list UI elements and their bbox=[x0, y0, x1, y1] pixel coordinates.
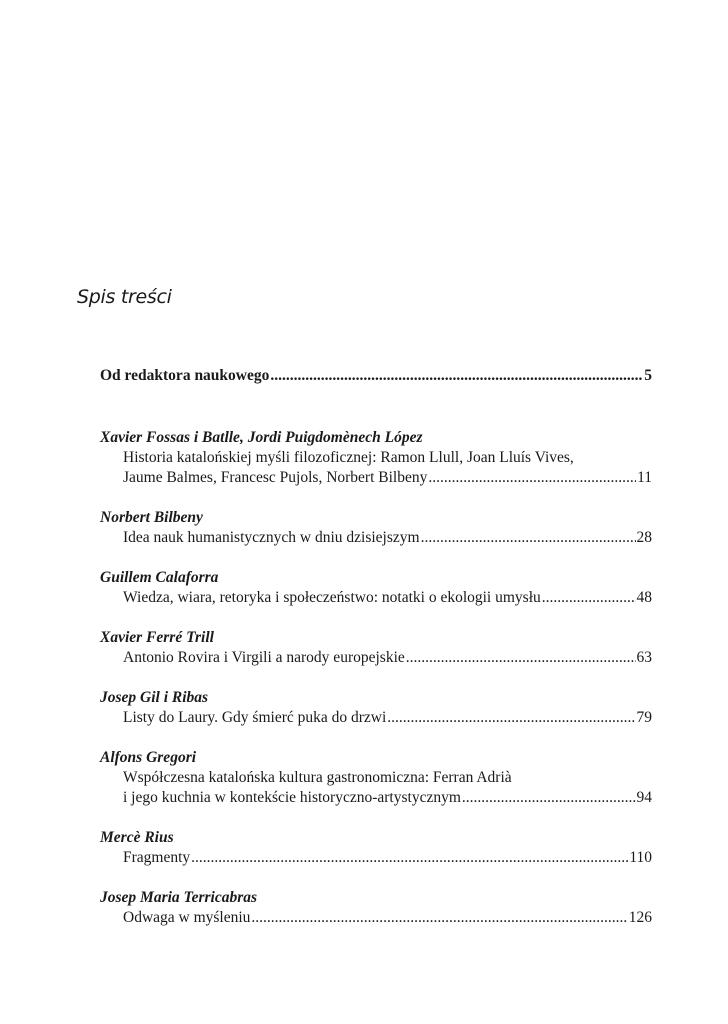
toc-entry[interactable] bbox=[100, 888, 652, 928]
toc-entry-title: Odwaga w myśleniu bbox=[123, 909, 251, 926]
dot-leader bbox=[387, 708, 635, 728]
toc-entry-author: Mercè Rius bbox=[100, 829, 174, 846]
toc-entry-title-line bbox=[100, 908, 652, 928]
toc-page-number: 79 bbox=[636, 709, 652, 726]
toc-entry[interactable] bbox=[100, 568, 652, 608]
toc-page-number: 63 bbox=[636, 649, 652, 666]
toc-page-number: 126 bbox=[628, 909, 652, 926]
toc-entry-title: Jaume Balmes, Francesc Pujols, Norbert Bilbeny bbox=[123, 469, 428, 486]
toc-entry-author: Josep Gil i Ribas bbox=[100, 689, 209, 706]
dot-leader bbox=[428, 468, 636, 488]
toc-entry[interactable] bbox=[100, 748, 652, 808]
toc-page-number: 5 bbox=[644, 367, 652, 384]
toc-entry-title: Historia katalońskiej myśli filozoficznej: Ramon Llull, Joan Lluís Vives, bbox=[123, 449, 574, 466]
toc-entry-author: Guillem Calaforra bbox=[100, 569, 219, 586]
toc-entry[interactable] bbox=[100, 628, 652, 668]
toc-entry-title: Wiedza, wiara, retoryka i społeczeństwo: notatki o ekologii umysłu bbox=[123, 589, 541, 606]
toc-entry-title-line bbox=[100, 648, 652, 668]
toc-entry-author: Alfons Gregori bbox=[100, 749, 197, 766]
toc-page-number: 110 bbox=[629, 849, 652, 866]
toc-entry-title: Idea nauk humanistycznych w dniu dzisiejszym bbox=[123, 529, 420, 546]
toc-entry[interactable] bbox=[100, 428, 652, 488]
toc-entry-title: Antonio Rovira i Virgili a narody europejskie bbox=[123, 649, 405, 666]
dot-leader bbox=[270, 366, 643, 386]
toc-entry-author: Norbert Bilbeny bbox=[100, 509, 203, 526]
toc-page-number: 48 bbox=[636, 589, 652, 606]
table-of-contents bbox=[100, 366, 652, 928]
dot-leader bbox=[542, 588, 636, 608]
toc-entry[interactable] bbox=[100, 508, 652, 548]
toc-page-number: 94 bbox=[636, 789, 652, 806]
dot-leader bbox=[251, 908, 627, 928]
toc-entry-title: Od redaktora naukowego bbox=[100, 367, 270, 384]
toc-entry-title: Listy do Laury. Gdy śmierć puka do drzwi bbox=[123, 709, 387, 726]
toc-entry-title: i jego kuchnia w kontekście historyczno-artystycznym bbox=[123, 789, 461, 806]
toc-entry-title: Fragmenty bbox=[123, 849, 191, 866]
dot-leader bbox=[421, 528, 636, 548]
toc-entry-author: Josep Maria Terricabras bbox=[100, 889, 258, 906]
toc-entry-author: Xavier Fossas i Batlle, Jordi Puigdomènech López bbox=[100, 429, 423, 446]
toc-editor-note[interactable] bbox=[100, 366, 652, 386]
dot-leader bbox=[462, 788, 636, 808]
toc-entry-title: Współczesna katalońska kultura gastronomiczna: Ferran Adrià bbox=[123, 769, 512, 786]
toc-heading: Spis treści bbox=[77, 286, 172, 308]
toc-page-number: 11 bbox=[637, 469, 652, 486]
dot-leader bbox=[191, 848, 628, 868]
toc-entry-title-line bbox=[100, 708, 652, 728]
toc-entry-title-line bbox=[100, 588, 652, 608]
toc-page-number: 28 bbox=[636, 529, 652, 546]
toc-entry-author: Xavier Ferré Trill bbox=[100, 629, 214, 646]
toc-entry[interactable] bbox=[100, 688, 652, 728]
dot-leader bbox=[406, 648, 636, 668]
toc-entries bbox=[100, 428, 652, 928]
toc-entry-title-line bbox=[100, 788, 652, 808]
toc-entry-title-line bbox=[100, 528, 652, 548]
toc-entry-title-line bbox=[100, 848, 652, 868]
toc-entry-title-line bbox=[100, 468, 652, 488]
toc-entry[interactable] bbox=[100, 828, 652, 868]
